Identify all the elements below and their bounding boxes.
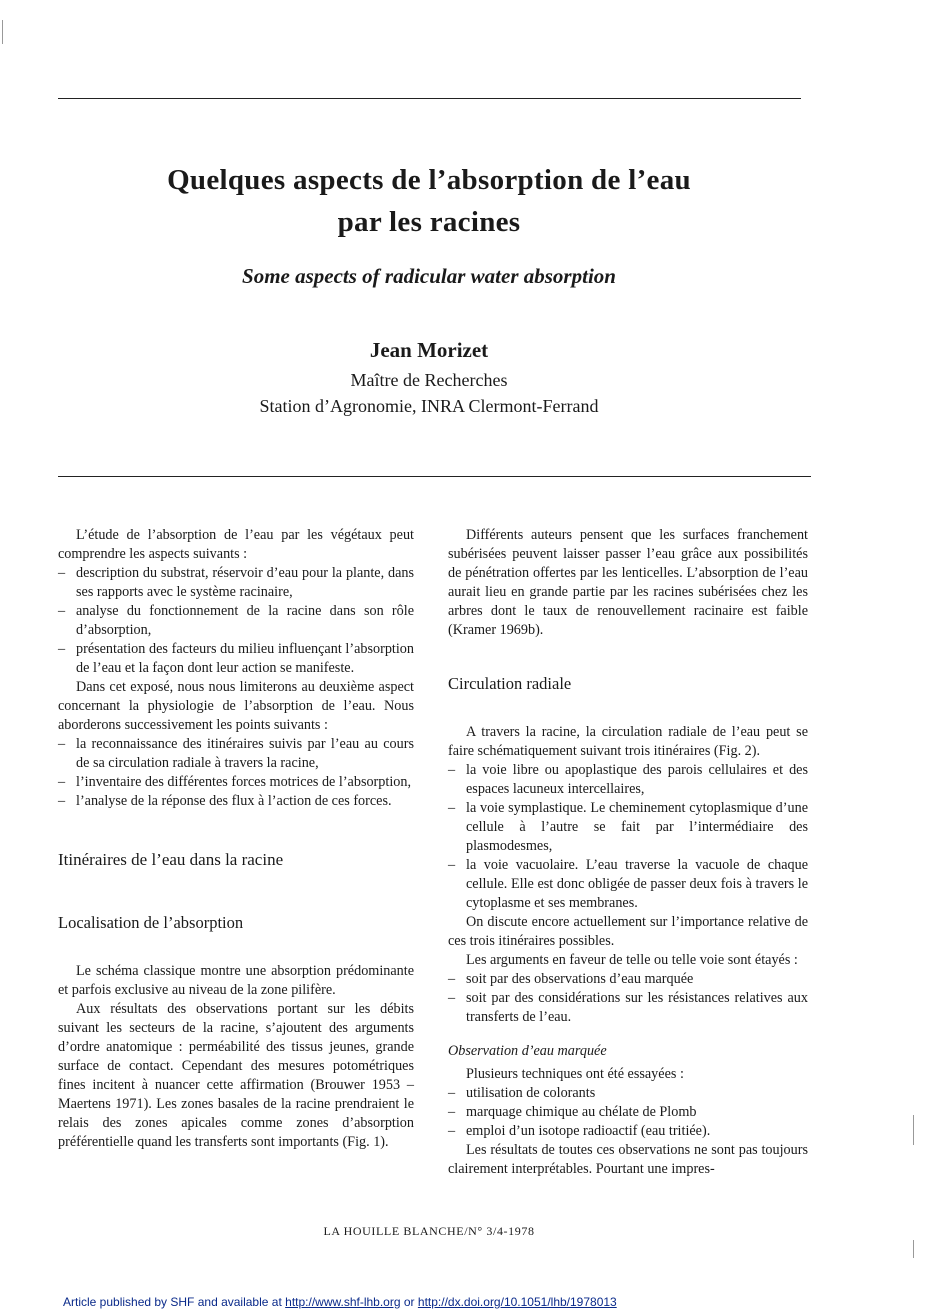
header-bottom-rule <box>58 476 811 477</box>
route-item-1: – la voie libre ou apoplastique des parois cellulaires et des espaces lacuneux intercellaires, <box>448 761 808 799</box>
techniques-paragraph: Plusieurs techniques ont été essayées : <box>466 1066 684 1082</box>
aspect-item-3: – présentation des facteurs du milieu influençant l’absorption de l’eau et la façon dont leur action se manifeste. <box>58 640 414 678</box>
shf-link[interactable]: http://www.shf-lhb.org <box>285 1295 401 1309</box>
route-item-3: – la voie vacuolaire. L’eau traverse la vacuole de chaque cellule. Elle est donc obligée de passer deux fois à travers le cytoplasme et ses membranes. <box>448 856 808 913</box>
technique-item-3: – emploi d’un isotope radioactif (eau tritiée). <box>448 1122 808 1141</box>
subsection-heading-circulation: Circulation radiale <box>448 674 572 693</box>
scan-speck-left <box>2 20 3 44</box>
left-column <box>58 526 414 1152</box>
route-item-2: – la voie symplastique. Le cheminement cytoplasmique d’une cellule à l’autre se fait par l’intermédiaire des plasmodesmes, <box>448 799 808 856</box>
arguments-paragraph: Les arguments en faveur de telle ou telle voie sont étayés : <box>466 952 798 968</box>
subsection-heading-localisation: Localisation de l’absorption <box>58 913 244 932</box>
circulation-paragraph: A travers la racine, la circulation radiale de l’eau peut se faire schématiquement suivant trois itinéraires (Fig. 2). <box>448 724 808 759</box>
journal-footer: LA HOUILLE BLANCHE/N° 3/4-1978 <box>323 1224 535 1238</box>
section-heading-itineraires: Itinéraires de l’eau dans la racine <box>58 850 284 869</box>
argument-item-1: – soit par des observations d’eau marquée <box>448 970 808 989</box>
scope-paragraph: Dans cet exposé, nous nous limiterons au deuxième aspect concernant la physiologie de l’absorption de l’eau. Nous aborderons successivement les points suivants : <box>58 679 414 733</box>
technique-item-1: – utilisation de colorants <box>448 1084 808 1103</box>
author-institution: Station d’Agronomie, INRA Clermont-Ferrand <box>259 396 599 416</box>
notice-prefix: Article published by SHF and available at <box>63 1295 282 1309</box>
aspect-item-2: – analyse du fonctionnement de la racine dans son rôle d’absorption, <box>58 602 414 640</box>
intro-paragraph: L’étude de l’absorption de l’eau par les végétaux peut comprendre les aspects suivants : <box>58 527 414 562</box>
subsubsection-heading-eau-marquee: Observation d’eau marquée <box>448 1043 607 1059</box>
notice-middle: or <box>403 1295 415 1309</box>
point-item-2: – l’inventaire des différentes forces motrices de l’absorption, <box>58 773 414 792</box>
results-paragraph: Les résultats de toutes ces observations ne sont pas toujours clairement interprétables. Pourtant une impres- <box>448 1142 808 1177</box>
scan-speck-right-2 <box>913 1240 914 1258</box>
scan-speck-right-1 <box>913 1115 914 1145</box>
article-title-line1: Quelques aspects de l’absorption de l’eau <box>167 164 691 196</box>
publisher-notice <box>63 1295 617 1309</box>
suberized-paragraph: Différents auteurs pensent que les surfaces franchement subérisées peuvent laisser passer l’eau grâce aux possibilités de pénétration offertes par les lenticelles. L’absorption de l’eau aurait lieu en grande partie par les racines subérisées chez les arbres dont le taux de renouvellement racinaire est faible (Kramer 1969b). <box>448 527 808 638</box>
argument-item-2: – soit par des considérations sur les résistances relatives aux transferts de l’eau. <box>448 989 808 1027</box>
point-item-3: – l’analyse de la réponse des flux à l’action de ces forces. <box>58 792 414 811</box>
technique-item-2: – marquage chimique au chélate de Plomb <box>448 1103 808 1122</box>
doi-link[interactable]: http://dx.doi.org/10.1051/lhb/1978013 <box>417 1295 617 1309</box>
discussion-paragraph: On discute encore actuellement sur l’importance relative de ces trois itinéraires possibles. <box>448 914 808 949</box>
localisation-paragraph-1: Le schéma classique montre une absorption prédominante et parfois exclusive au niveau de la zone pilifère. <box>58 963 414 998</box>
right-column <box>448 526 808 1179</box>
top-rule <box>58 98 801 99</box>
aspect-item-1: – description du substrat, réservoir d’eau pour la plante, dans ses rapports avec le système racinaire, <box>58 564 414 602</box>
article-subtitle: Some aspects of radicular water absorption <box>242 264 616 288</box>
point-item-1: – la reconnaissance des itinéraires suivis par l’eau au cours de sa circulation radiale à travers la racine, <box>58 735 414 773</box>
author-title: Maître de Recherches <box>350 370 508 390</box>
author-name: Jean Morizet <box>369 338 489 362</box>
localisation-paragraph-2: Aux résultats des observations portant sur les débits suivant les secteurs de la racine, s’ajoutent des arguments d’ordre anatomique : perméabilité des tissus jeunes, grande surface de contact. Cependant des mesures potométriques fines incitent à nuancer cette affirmation (Brouwer 1953 – Maertens 1971). Les zones basales de la racine prendraient le relais des zones apicales comme zones d’absorption préférentielle quand les transferts sont importants (Fig. 1). <box>58 1001 414 1150</box>
article-title-line2: par les racines <box>337 206 521 238</box>
